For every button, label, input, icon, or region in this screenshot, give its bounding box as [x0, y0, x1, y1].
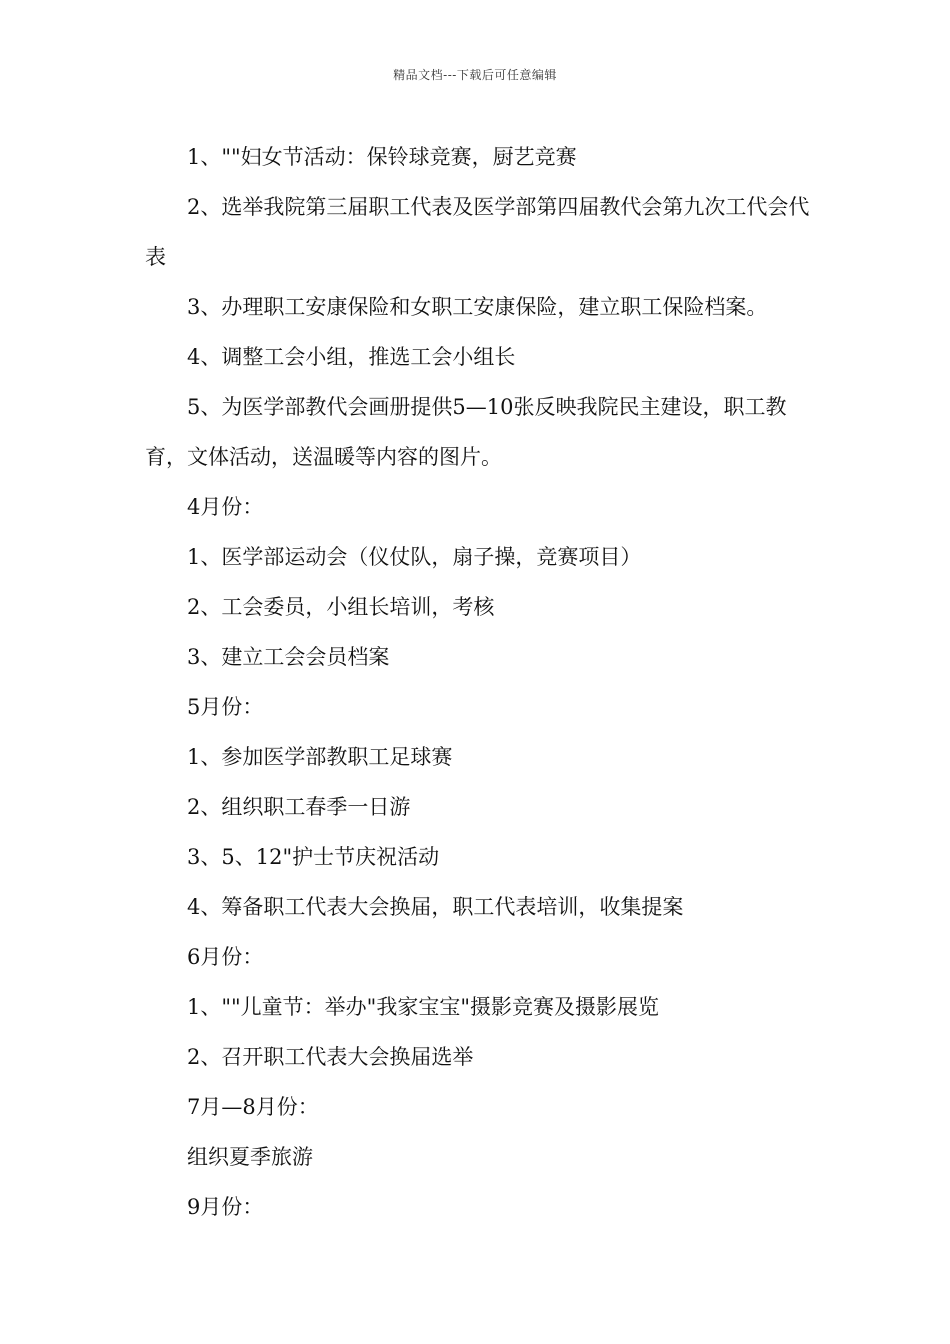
paragraph-childrens-day: 1、""儿童节：举办"我家宝宝"摄影竞赛及摄影展览 [187, 995, 659, 1019]
paragraph-album-photos: 5、为医学部教代会画册提供5—10张反映我院民主建设，职工教育，文体活动，送温暖等内容的图片。 [145, 395, 787, 469]
page-header: 精品文档---下载后可任意编辑 [393, 68, 557, 82]
document-body [145, 132, 810, 1232]
paragraph-union-groups: 4、调整工会小组，推选工会小组长 [187, 345, 516, 369]
paragraph-womens-day: 1、""妇女节活动：保铃球竞赛，厨艺竞赛 [187, 145, 577, 169]
paragraph-sports-meet: 1、医学部运动会（仪仗队，扇子操，竞赛项目） [187, 545, 642, 569]
heading-april: 4月份： [187, 495, 264, 519]
paragraph-training: 2、工会委员，小组长培训，考核 [187, 595, 495, 619]
paragraph-insurance: 3、办理职工安康保险和女职工安康保险，建立职工保险档案。 [187, 295, 768, 319]
heading-may: 5月份： [187, 695, 264, 719]
paragraph-spring-trip: 2、组织职工春季一日游 [187, 795, 411, 819]
heading-july-august: 7月—8月份： [187, 1095, 319, 1119]
heading-september: 9月份： [187, 1195, 264, 1219]
paragraph-congress-prep: 4、筹备职工代表大会换届，职工代表培训，收集提案 [187, 895, 684, 919]
paragraph-congress-election: 2、召开职工代表大会换届选举 [187, 1045, 474, 1069]
paragraph-football: 1、参加医学部教职工足球赛 [187, 745, 453, 769]
paragraph-summer-trip: 组织夏季旅游 [187, 1145, 313, 1169]
paragraph-election: 2、选举我院第三届职工代表及医学部第四届教代会第九次工代会代表 [145, 195, 810, 269]
heading-june: 6月份： [187, 945, 264, 969]
paragraph-member-files: 3、建立工会会员档案 [187, 645, 390, 669]
paragraph-nurses-day: 3、5、12"护士节庆祝活动 [187, 845, 440, 869]
